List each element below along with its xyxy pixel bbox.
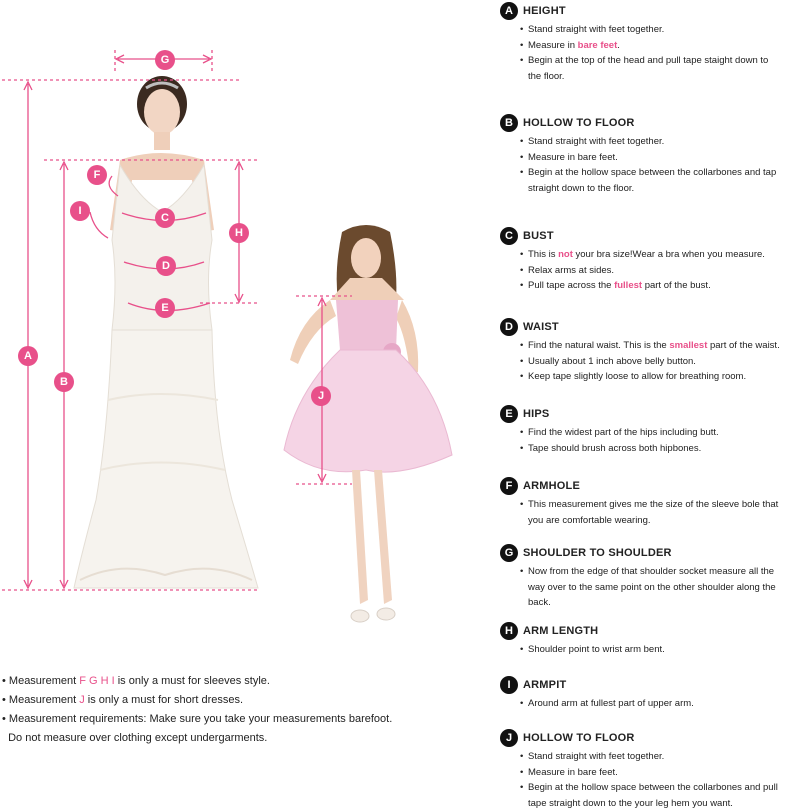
spec-c [500, 227, 800, 294]
spec-i [500, 676, 800, 712]
spec-letter-badge: I [500, 676, 518, 694]
spec-bullets [500, 425, 800, 456]
spec-title: HOLLOW TO FLOOR [523, 117, 635, 129]
spec-bullet [522, 425, 800, 441]
figures-drawing [0, 0, 480, 660]
spec-letter-badge: H [500, 622, 518, 640]
emphasis-text: not [558, 249, 573, 260]
spec-bullets [500, 22, 800, 84]
spec-letter-badge: J [500, 729, 518, 747]
spec-bullet [522, 696, 800, 712]
bullet-text: back. [528, 597, 551, 608]
spec-header [500, 622, 800, 640]
spec-bullet [522, 338, 800, 354]
spec-title: WAIST [523, 321, 559, 333]
emphasis-text: fullest [614, 280, 642, 291]
spec-bullet [522, 796, 800, 811]
note-text: • Measurement requirements: Make sure you take your measurements barefoot. [2, 713, 392, 725]
bride-figure [74, 76, 258, 588]
marker-f: F [87, 165, 107, 185]
spec-bullet [522, 580, 800, 596]
bullet-text: tape straight down to the your leg hem you want. [528, 798, 733, 809]
spec-bullets [500, 134, 800, 196]
spec-bullets [500, 749, 800, 811]
bullet-text: Measure in bare feet. [528, 767, 618, 778]
spec-letter-badge: E [500, 405, 518, 423]
spec-e [500, 405, 800, 456]
spec-header [500, 318, 800, 336]
spec-title: BUST [523, 230, 554, 242]
spec-header [500, 405, 800, 423]
spec-title: HIPS [523, 408, 549, 420]
marker-g: G [155, 50, 175, 70]
spec-bullets [500, 642, 800, 658]
marker-i: I [70, 201, 90, 221]
spec-bullets [500, 497, 800, 528]
bullet-text: Begin at the hollow space between the collarbones and tap [528, 167, 776, 178]
spec-j [500, 729, 800, 811]
marker-a: A [18, 346, 38, 366]
bullet-text: way over to the same point on the other shoulder along the [528, 582, 776, 593]
spec-bullet [522, 134, 800, 150]
bullet-text: Begin at the top of the head and pull tape staight down to [528, 55, 768, 66]
spec-b [500, 114, 800, 196]
spec-h [500, 622, 800, 658]
note-highlight: F G H I [79, 675, 114, 687]
spec-bullet [522, 749, 800, 765]
spec-letter-badge: D [500, 318, 518, 336]
emphasis-text: bare feet [578, 40, 618, 51]
girl-figure [284, 225, 452, 622]
bullet-text: Stand straight with feet together. [528, 751, 664, 762]
bullet-text: Stand straight with feet together. [528, 136, 664, 147]
spec-bullet [522, 278, 800, 294]
note-text: Do not measure over clothing except undergarments. [2, 732, 267, 744]
measurement-illustration [0, 0, 480, 660]
spec-bullet [522, 765, 800, 781]
emphasis-text: smallest [669, 340, 707, 351]
bullet-text: Relax arms at sides. [528, 265, 614, 276]
spec-bullet [522, 441, 800, 457]
bullet-text: Begin at the hollow space between the collarbones and pull [528, 782, 778, 793]
bullet-text: Measure in bare feet. [528, 152, 618, 163]
bullet-text: Pull tape across the [528, 280, 614, 291]
measurement-notes [2, 672, 472, 748]
spec-bullet [522, 165, 800, 181]
spec-header [500, 114, 800, 132]
spec-f [500, 477, 800, 528]
spec-letter-badge: C [500, 227, 518, 245]
spec-bullet [522, 595, 800, 611]
bullet-text: . [617, 40, 620, 51]
marker-b: B [54, 372, 74, 392]
spec-letter-badge: G [500, 544, 518, 562]
spec-title: ARMHOLE [523, 480, 580, 492]
spec-bullet [522, 369, 800, 385]
spec-bullet [522, 150, 800, 166]
bullet-text: Now from the edge of that shoulder socket measure all the [528, 566, 774, 577]
spec-bullets [500, 564, 800, 611]
spec-a [500, 2, 800, 84]
spec-header [500, 729, 800, 747]
spec-bullet [522, 247, 800, 263]
bullet-text: Tape should brush across both hipbones. [528, 443, 701, 454]
marker-j: J [311, 386, 331, 406]
spec-bullet [522, 22, 800, 38]
spec-bullet [522, 780, 800, 796]
bullet-text: Measure in [528, 40, 578, 51]
spec-bullets [500, 247, 800, 294]
spec-bullet [522, 181, 800, 197]
spec-bullet [522, 497, 800, 513]
bullet-text: Around arm at fullest part of upper arm. [528, 698, 694, 709]
spec-bullets [500, 338, 800, 385]
spec-bullet [522, 642, 800, 658]
bullet-text: This measurement gives me the size of the sleeve bole that [528, 499, 778, 510]
spec-header [500, 227, 800, 245]
bullet-text: part of the waist. [707, 340, 779, 351]
note-text: is only a must for short dresses. [85, 694, 243, 706]
spec-bullet [522, 69, 800, 85]
bullet-text: Keep tape slightly loose to allow for breathing room. [528, 371, 746, 382]
note-row [2, 710, 472, 729]
bullet-text: Find the natural waist. This is the [528, 340, 669, 351]
spec-title: HOLLOW TO FLOOR [523, 732, 635, 744]
marker-e: E [155, 298, 175, 318]
spec-bullet [522, 38, 800, 54]
spec-bullet [522, 513, 800, 529]
bullet-text: part of the bust. [642, 280, 711, 291]
spec-bullet [522, 564, 800, 580]
spec-g [500, 544, 800, 611]
spec-header [500, 477, 800, 495]
note-row [2, 672, 472, 691]
spec-header [500, 2, 800, 20]
bullet-text: Stand straight with feet together. [528, 24, 664, 35]
bullet-text: your bra size!Wear a bra when you measure. [573, 249, 765, 260]
bullet-text: Usually about 1 inch above belly button. [528, 356, 696, 367]
spec-bullet [522, 354, 800, 370]
bullet-text: Find the widest part of the hips including butt. [528, 427, 719, 438]
spec-letter-badge: F [500, 477, 518, 495]
bullet-text: This is [528, 249, 558, 260]
spec-bullet [522, 263, 800, 279]
spec-letter-badge: A [500, 2, 518, 20]
bullet-text: you are comfortable wearing. [528, 515, 651, 526]
note-highlight: J [79, 694, 85, 706]
spec-bullets [500, 696, 800, 712]
note-text: • Measurement [2, 694, 79, 706]
spec-title: ARM LENGTH [523, 625, 598, 637]
note-row [2, 729, 472, 748]
bullet-text: Shoulder point to wrist arm bent. [528, 644, 665, 655]
spec-header [500, 676, 800, 694]
spec-bullet [522, 53, 800, 69]
bullet-text: the floor. [528, 71, 564, 82]
spec-title: ARMPIT [523, 679, 566, 691]
spec-header [500, 544, 800, 562]
spec-letter-badge: B [500, 114, 518, 132]
note-row [2, 691, 472, 710]
spec-title: HEIGHT [523, 5, 566, 17]
spec-d [500, 318, 800, 385]
marker-c: C [155, 208, 175, 228]
spec-title: SHOULDER TO SHOULDER [523, 547, 672, 559]
note-text: is only a must for sleeves style. [115, 675, 270, 687]
bullet-text: straight down to the floor. [528, 183, 634, 194]
marker-d: D [156, 256, 176, 276]
marker-h: H [229, 223, 249, 243]
note-text: • Measurement [2, 675, 79, 687]
